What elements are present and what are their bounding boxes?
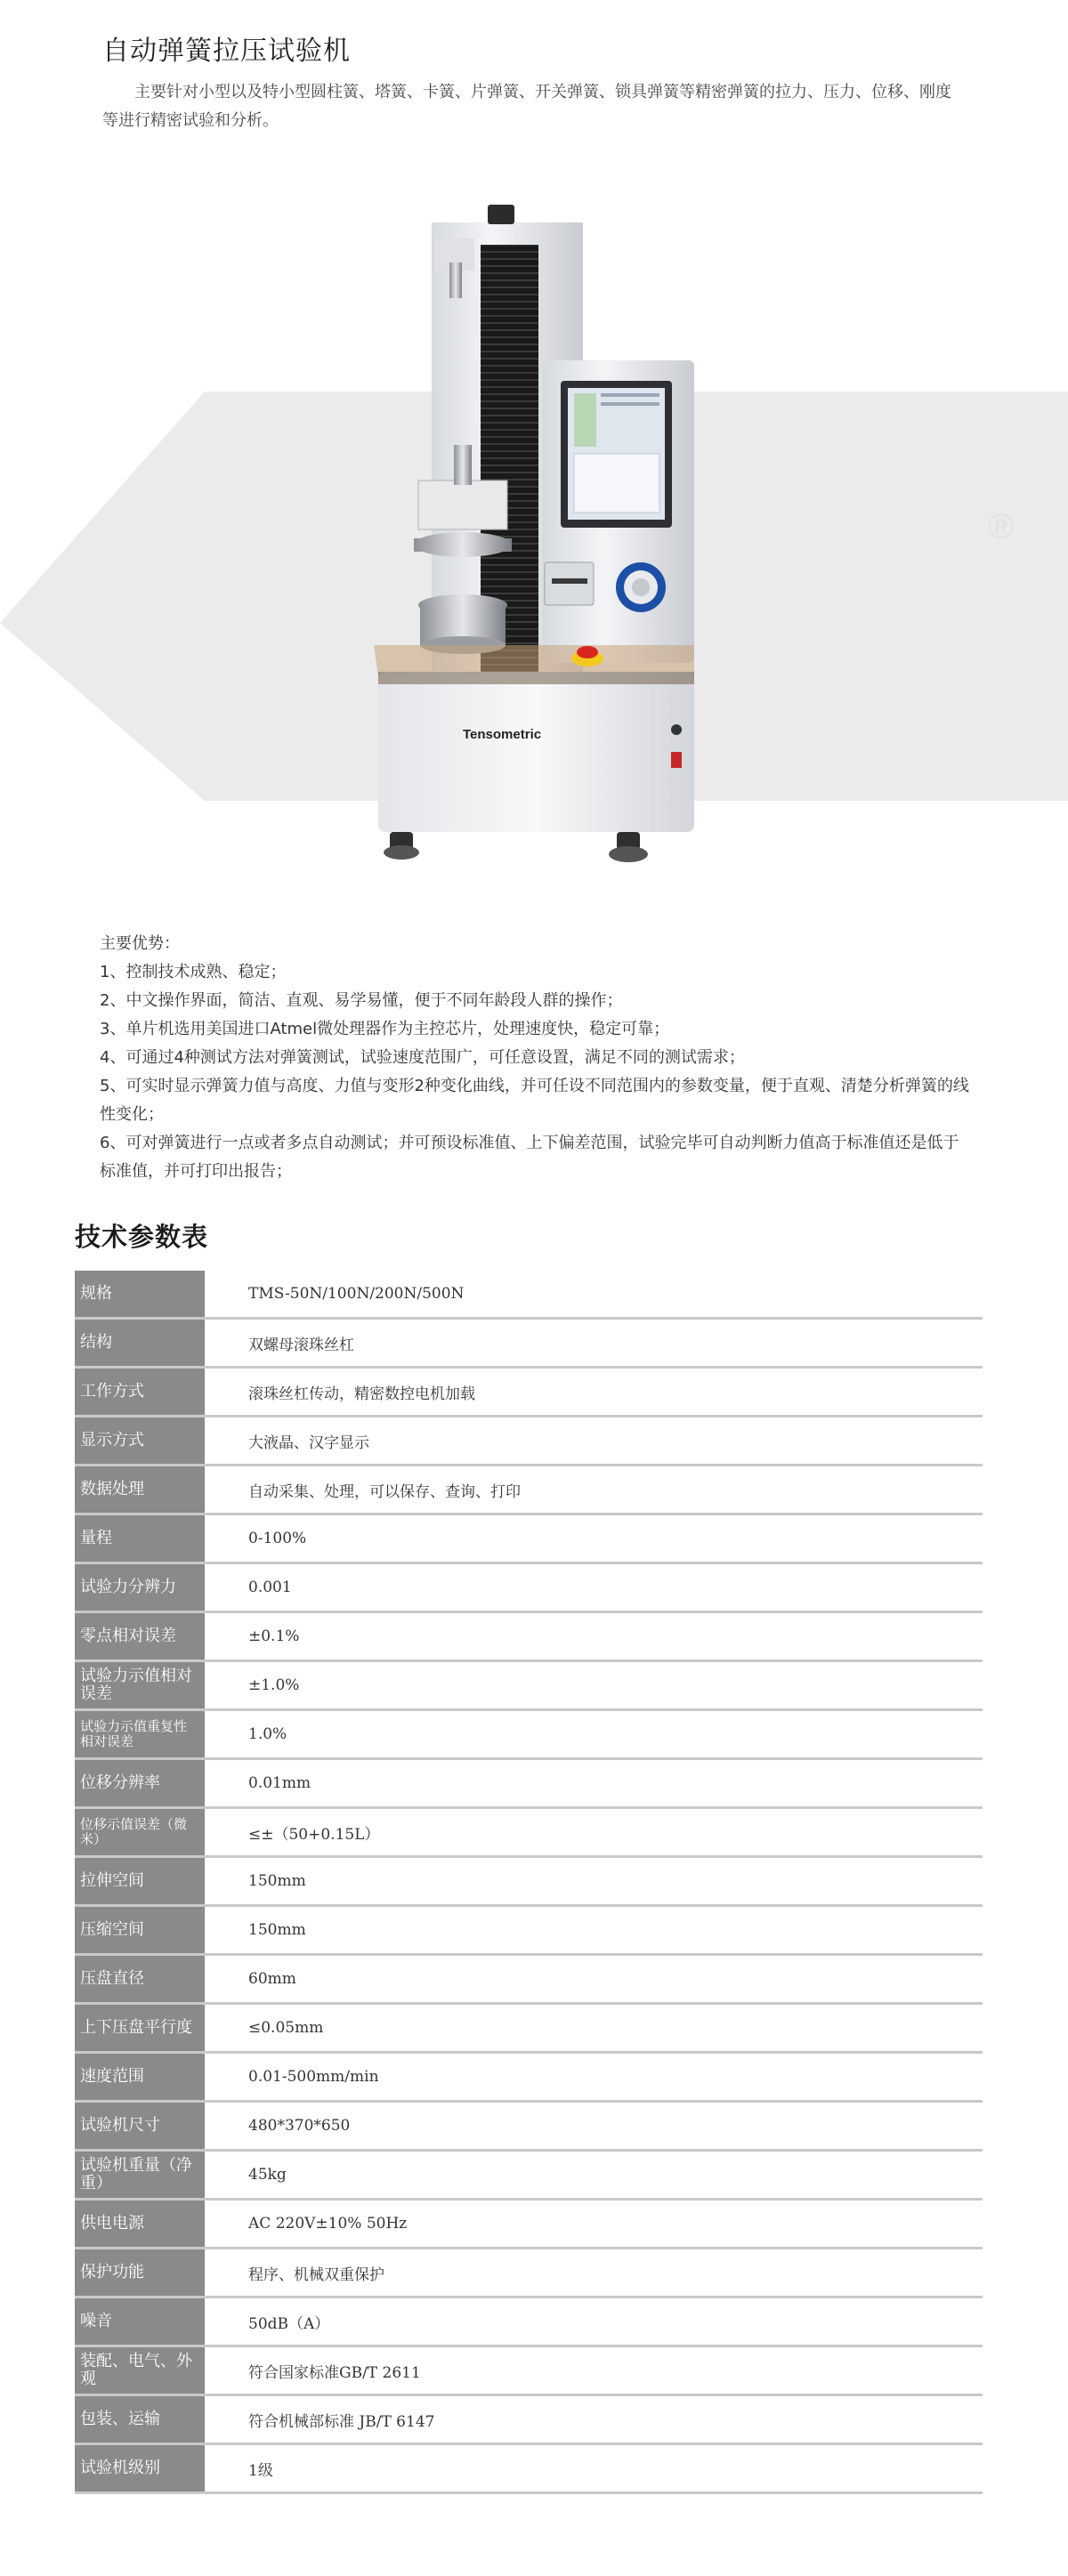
spec-value: ≤0.05mm <box>206 2004 983 2053</box>
spec-key: 试验力分辨力 <box>75 1563 206 1612</box>
crosshead <box>418 480 507 529</box>
spec-value: 0-100% <box>206 1514 983 1563</box>
spec-row <box>75 1661 983 1710</box>
spec-value: 自动采集、处理，可以保存、查询、打印 <box>206 1466 983 1514</box>
spec-value: TMS-50N/100N/200N/500N <box>206 1271 983 1319</box>
spec-row <box>75 1759 983 1808</box>
spec-key: 试验机级别 <box>75 2444 206 2493</box>
spec-key: 试验机重量（净重） <box>75 2151 206 2200</box>
spec-row <box>75 1955 983 2004</box>
spec-key: 保护功能 <box>75 2249 206 2297</box>
spec-row <box>75 1319 983 1368</box>
spec-key: 压盘直径 <box>75 1955 206 2004</box>
spec-key: 包装、运输 <box>75 2395 206 2444</box>
advantages-section <box>100 930 972 1186</box>
intro-paragraph: 主要针对小型以及特小型圆柱簧、塔簧、卡簧、片弹簧、开关弹簧、锁具弹簧等精密弹簧的拉力、压力、位移、刚度等进行精密试验和分析。 <box>102 83 951 130</box>
advantage-item: 6、可对弹簧进行一点或者多点自动测试；并可预设标准值、上下偏差范围，试验完毕可自动判断力值高于标准值还是低于标准值，并可打印出报告； <box>100 1134 959 1181</box>
spec-value: 双螺母滚珠丝杠 <box>206 1319 983 1368</box>
spec-value: 大液晶、汉字显示 <box>206 1417 983 1466</box>
advantage-item: 4、可通过4种测试方法对弹簧测试，试验速度范围广，可任意设置，满足不同的测试需求； <box>100 1048 745 1067</box>
spec-key: 位移示值误差（微米） <box>75 1808 206 1857</box>
spec-key: 试验力示值重复性相对误差 <box>75 1710 206 1759</box>
spec-key: 速度范围 <box>75 2053 206 2102</box>
spec-value: ≤±（50+0.15L） <box>206 1808 983 1857</box>
spec-row <box>75 2297 983 2346</box>
spec-value: 程序、机械双重保护 <box>206 2249 983 2297</box>
spec-row <box>75 2249 983 2297</box>
spec-row <box>75 1612 983 1661</box>
spec-table-title: 技术参数表 <box>75 1222 209 1252</box>
watermark-registered-mark: ® <box>988 507 1015 546</box>
spec-row <box>75 2151 983 2200</box>
spec-key: 噪音 <box>75 2297 206 2346</box>
spec-row <box>75 2444 983 2493</box>
spec-row <box>75 1514 983 1563</box>
spec-key: 结构 <box>75 1319 206 1368</box>
spec-value: 45kg <box>206 2151 983 2200</box>
spec-value: 1级 <box>206 2444 983 2493</box>
spec-row <box>75 1368 983 1417</box>
spec-row <box>75 1808 983 1857</box>
advantage-item: 1、控制技术成熟、稳定； <box>100 963 287 981</box>
top-cap-icon <box>488 205 514 224</box>
spec-value: 符合国家标准GB/T 2611 <box>206 2346 983 2395</box>
spec-key: 显示方式 <box>75 1417 206 1466</box>
spec-row <box>75 2200 983 2249</box>
spec-key: 装配、电气、外观 <box>75 2346 206 2395</box>
spec-value: 0.01mm <box>206 1759 983 1808</box>
spec-key: 试验机尺寸 <box>75 2102 206 2151</box>
spec-value: 符合机械部标准 JB/T 6147 <box>206 2395 983 2444</box>
spec-value: 480*370*650 <box>206 2102 983 2151</box>
spec-key: 量程 <box>75 1514 206 1563</box>
spec-row <box>75 2053 983 2102</box>
spec-value: 150mm <box>206 1906 983 1955</box>
spec-value: 1.0% <box>206 1710 983 1759</box>
spec-value: ±0.1% <box>206 1612 983 1661</box>
spec-row <box>75 1271 983 1319</box>
spec-value: 150mm <box>206 1857 983 1906</box>
spec-table <box>75 1271 983 2494</box>
spec-key: 规格 <box>75 1271 206 1319</box>
spec-value: 0.001 <box>206 1563 983 1612</box>
product-image <box>0 160 1068 925</box>
spec-key: 试验力示值相对误差 <box>75 1661 206 1710</box>
spec-key: 位移分辨率 <box>75 1759 206 1808</box>
spec-row <box>75 2395 983 2444</box>
spec-row <box>75 2346 983 2395</box>
advantage-item: 3、单片机选用美国进口Atmel微处理器作为主控芯片，处理速度快，稳定可靠； <box>100 1020 670 1038</box>
advantage-item: 5、可实时显示弹簧力值与高度、力值与变形2种变化曲线，并可任设不同范围内的参数变量，便于直观、清楚分析弹簧的线性变化； <box>100 1077 969 1124</box>
spec-row <box>75 1906 983 1955</box>
advantages-heading: 主要优势： <box>100 934 180 953</box>
spec-key: 压缩空间 <box>75 1906 206 1955</box>
spec-row <box>75 1710 983 1759</box>
base-top <box>374 645 694 676</box>
spec-row <box>75 1466 983 1514</box>
spec-key: 工作方式 <box>75 1368 206 1417</box>
spec-key: 上下压盘平行度 <box>75 2004 206 2053</box>
spec-key: 零点相对误差 <box>75 1612 206 1661</box>
page-title: 自动弹簧拉压试验机 <box>102 36 351 67</box>
spec-row <box>75 1417 983 1466</box>
spec-value: 滚珠丝杠传动，精密数控电机加载 <box>206 1368 983 1417</box>
spec-value: 50dB（A） <box>206 2297 983 2346</box>
spec-value: 0.01-500mm/min <box>206 2053 983 2102</box>
spec-row <box>75 2102 983 2151</box>
spec-row <box>75 1857 983 1906</box>
brand-plate: Tensometric <box>463 727 542 742</box>
spec-row <box>75 1563 983 1612</box>
advantage-item: 2、中文操作界面，简洁、直观、易学易懂，便于不同年龄段人群的操作； <box>100 991 623 1010</box>
spec-value: ±1.0% <box>206 1661 983 1710</box>
spec-key: 拉伸空间 <box>75 1857 206 1906</box>
spec-row <box>75 2004 983 2053</box>
machine-base <box>378 672 694 832</box>
spec-value: 60mm <box>206 1955 983 2004</box>
spec-key: 供电电源 <box>75 2200 206 2249</box>
spec-value: AC 220V±10% 50Hz <box>206 2200 983 2249</box>
spec-key: 数据处理 <box>75 1466 206 1514</box>
